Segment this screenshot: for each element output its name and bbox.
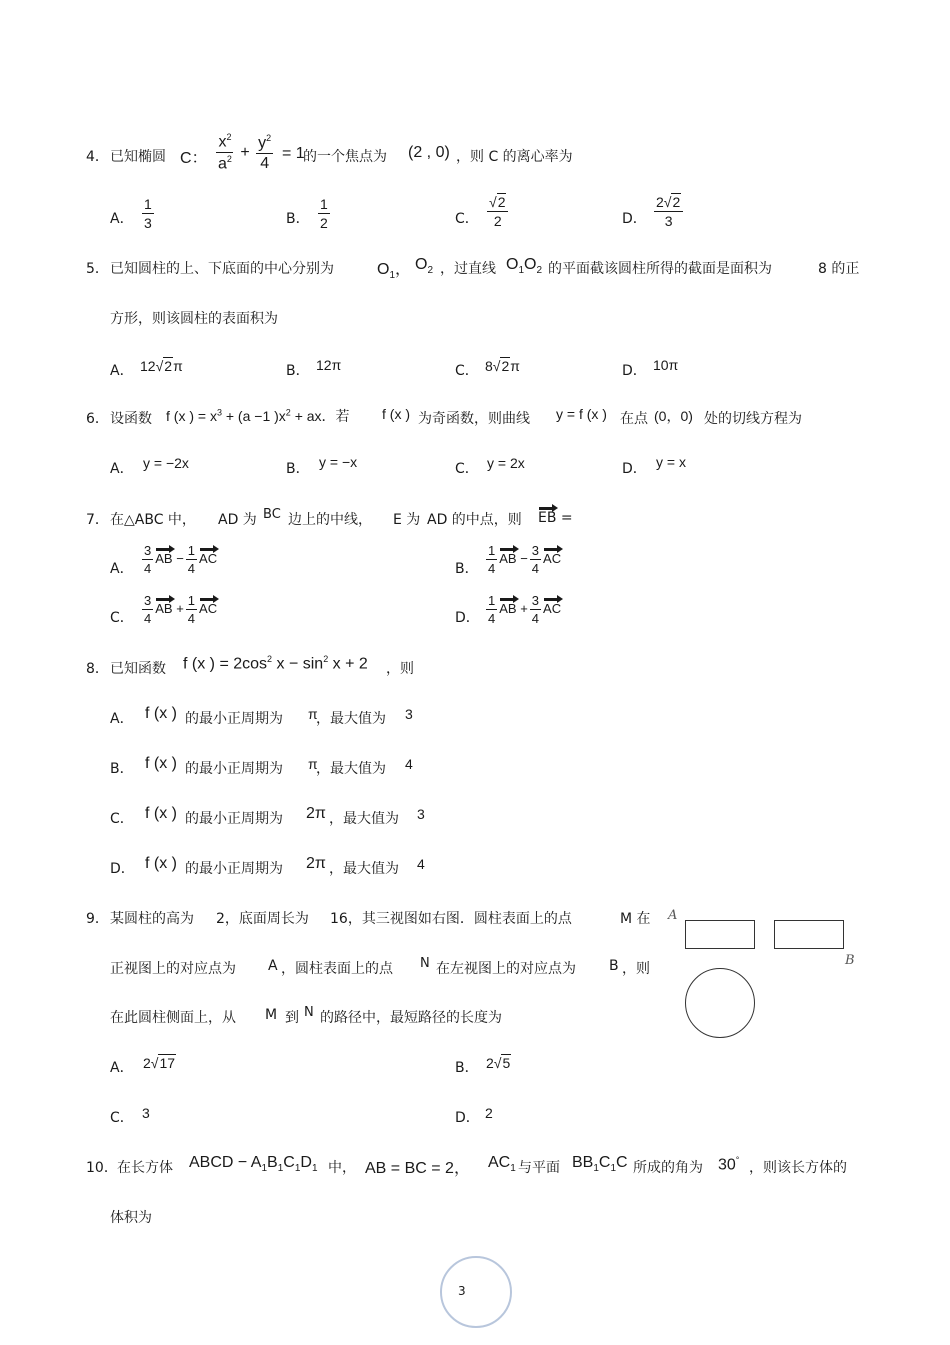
q6-tail: 处的切线方程为 [704,411,802,427]
q6-curve: y = f (x ) [556,406,607,422]
q4-option-c-value: $\frac{√2}{2}$ [485,195,510,228]
q5-line1b: ，过直线 [440,261,496,277]
page-number: 3 [458,1284,466,1298]
q10-line2: 体积为 [110,1210,152,1226]
q8-option-a-period: π [308,706,318,722]
q8-expression: f (x ) = $2\cos^2$ $x - \sin^2 x + 2$ [183,654,368,673]
q9-line3b: 到 [285,1010,299,1026]
q9-a: A [268,958,278,974]
q9-n2: N [304,1005,314,1020]
q5-option-a-value: 12√2π [140,358,183,374]
fig-label-b: B [845,953,855,968]
q9-m2: M [265,1007,278,1023]
q7-bc: BC [263,507,281,522]
q8-option-a-text: 的最小正周期为 [185,711,283,727]
q7-option-d-value: $\frac{1}{4}$ AB + $\frac{3}{4}$ AC [488,593,562,626]
q4-option-c-label: C． [455,211,479,227]
q8-option-d-text: 的最小正周期为 [185,861,283,877]
page-number-badge [440,1256,512,1328]
q4-c: C： [180,150,208,167]
q9-m: M 在 [620,911,651,927]
q5-eight: 8 的正 [818,261,860,277]
q5-option-c-label: C． [455,363,479,379]
q9-b: B [609,958,619,974]
q4-mid: 的一个焦点为 [303,149,387,165]
q6-at: 在点 [620,411,648,427]
q6-option-b-value: y = −x [319,454,358,470]
q7-option-c-value: $\frac{3}{4}$ AB + $\frac{1}{4}$ AC [144,593,218,626]
q8-option-b-max: 4 [405,756,413,772]
q7-option-a-value: $\frac{3}{4}$ AB − $\frac{1}{4}$ AC [144,543,218,576]
q9-option-d-label: D． [455,1110,480,1126]
q8-option-a-text2: ，最大值为 [316,711,386,727]
q8-option-a-fx: f (x ) [145,705,177,722]
top-view-circle [685,968,755,1038]
front-view-rect [685,920,755,949]
q7-option-d-label: D． [455,610,480,626]
q6-expression: f (x ) = $x^3 + (a -1$ )$x^2$ + ax．若 [166,407,350,424]
q9-option-d-value: 2 [485,1105,493,1121]
q8-number: 8． [86,661,109,677]
q4-ellipse-eq: $\frac{x^2}{a^2}$ + $\frac{y^2}{4}$ [218,132,272,173]
q7-ad: AD 为 [218,512,257,528]
q9-option-b-value: 2√5 [486,1055,511,1071]
q4-option-b-value: $\frac{1}{2}$ [320,196,328,231]
q6-option-d-value: y = x [656,454,686,470]
q9-option-b-label: B． [455,1060,479,1076]
q9-option-a-value: 2√17 [143,1055,176,1071]
q6-option-a-label: A． [110,461,134,477]
q4-option-d-value: $\frac{2√2}{3}$ [652,195,685,228]
q9-option-c-label: C． [110,1110,134,1126]
q4-tail: ，则 C 的离心率为 [456,149,573,165]
q10-lead: 在长方体 [117,1160,173,1176]
q8-option-c-max: 3 [417,806,425,822]
q5-option-d-label: D． [622,363,647,379]
q7-eb-vector: EB = [538,510,573,526]
q8-option-a-label: A． [110,711,134,727]
q10-text2: 与平面 [518,1160,560,1176]
q8-option-c-label: C． [110,811,134,827]
q4-number: 4． [86,149,109,165]
q8-option-d-max: 4 [417,856,425,872]
q8-tail: ，则 [386,661,414,677]
q9-number: 9． [86,911,109,927]
q6-point: (0，0) [654,408,693,424]
q7-option-a-label: A． [110,561,134,577]
q4-option-b-label: B． [286,211,310,227]
q8-option-b-text2: ，最大值为 [316,761,386,777]
q10-mid: 中， [328,1160,356,1176]
q6-number: 6． [86,411,109,427]
q8-option-c-period: 2π [306,805,326,822]
q8-option-d-period: 2π [306,855,326,872]
q10-eq: AB = BC = 2， [365,1160,470,1177]
q10-ac1: $AC_1$ [488,1154,516,1175]
q8-option-c-text2: ，最大值为 [329,811,399,827]
q9-line2c: 在左视图上的对应点为 [436,961,576,977]
q9-line1a: 某圆柱的高为 [110,911,194,927]
side-view-rect [774,920,844,949]
q7-option-b-value: $\frac{1}{4}$ AB − $\frac{3}{4}$ AC [488,543,562,576]
q5-line2: 方形，则该圆柱的表面积为 [110,311,278,327]
q8-option-d-fx: f (x ) [145,855,177,872]
q4-option-a-label: A． [110,211,134,227]
q7-text1: 在△ABC 中， [110,512,196,528]
q8-option-b-fx: f (x ) [145,755,177,772]
q6-option-c-label: C． [455,461,479,477]
q5-o1o2: $O_1O_2$ [506,256,543,277]
q5-option-b-value: 12π [316,357,342,373]
q5-o2: $O_2$ [415,256,434,277]
q5-option-d-value: 10π [653,357,679,373]
q9-two: 2，底面周长为 [216,911,309,927]
q10-angle: 30° [718,1155,740,1174]
q7-e: E 为 [393,512,421,528]
q7-option-b-label: B． [455,561,479,577]
q5-option-a-label: A． [110,363,134,379]
q5-o1: $O_1$， [377,261,412,282]
q9-option-a-label: A． [110,1060,134,1076]
q6-option-c-value: y = 2x [487,455,525,471]
q10-number: 10． [86,1160,118,1176]
q9-line2d: ，则 [622,961,650,977]
q5-number: 5． [86,261,109,277]
q4-option-a-value: $\frac{1}{3}$ [144,196,152,231]
q8-option-d-label: D． [110,861,135,877]
q8-option-a-max: 3 [405,706,413,722]
q9-line3c: 的路径中，最短路径的长度为 [320,1010,502,1026]
q4-point: (2 , 0) [408,144,450,161]
q4-lead: 已知椭圆 [110,149,166,165]
q8-option-d-text2: ，最大值为 [329,861,399,877]
q8-lead: 已知函数 [110,661,166,677]
q6-option-b-label: B． [286,461,310,477]
q5-option-b-label: B． [286,363,310,379]
q10-plane: $BB_1C_1C$ [572,1154,628,1175]
q6-option-d-label: D． [622,461,647,477]
q9-line2b: ，圆柱表面上的点 [281,961,393,977]
q4-option-d-label: D． [622,211,647,227]
q5-line1a: 已知圆柱的上、下底面的中心分别为 [110,261,334,277]
q9-n: N [420,956,430,971]
q10-box: ABCD − $A_1B_1C_1D_1$ [189,1154,318,1175]
q7-text3: AD 的中点，则 [427,512,522,528]
q10-text4: ，则该长方体的 [749,1160,847,1176]
q6-option-a-value: y = −2x [143,455,189,471]
q8-option-b-text: 的最小正周期为 [185,761,283,777]
q8-option-c-fx: f (x ) [145,805,177,822]
q9-sixteen: 16，其三视图如右图．圆柱表面上的点 [330,911,572,927]
q6-fx: f (x ) [382,406,410,422]
fig-label-a: A [668,908,678,923]
q9-option-c-value: 3 [142,1105,150,1121]
q8-option-b-period: π [308,756,318,772]
q4-eq1: = 1 [282,145,305,162]
q6-lead: 设函数 [110,411,152,427]
q8-option-b-label: B． [110,761,134,777]
q7-option-c-label: C． [110,610,134,626]
q6-mid: 为奇函数，则曲线 [418,411,530,427]
q5-line1c: 的平面截该圆柱所得的截面是面积为 [548,261,772,277]
q8-option-c-text: 的最小正周期为 [185,811,283,827]
q10-text3: 所成的角为 [633,1160,703,1176]
q5-option-c-value: 8√2π [485,358,520,374]
q9-line2a: 正视图上的对应点为 [110,961,236,977]
q7-number: 7． [86,512,109,528]
q7-text2: 边上的中线， [288,512,372,528]
q9-line3a: 在此圆柱侧面上，从 [110,1010,236,1026]
